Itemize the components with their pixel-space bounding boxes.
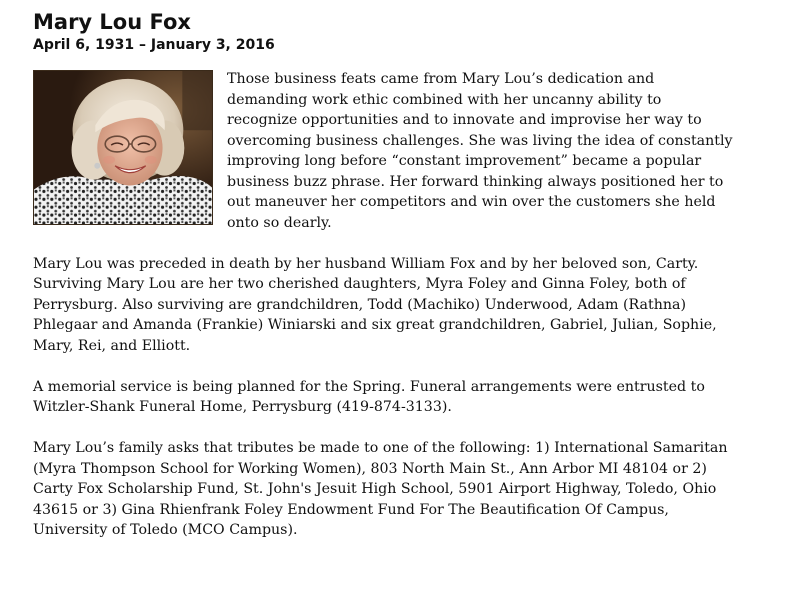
obituary-dates: April 6, 1931 – January 3, 2016 <box>33 37 275 53</box>
portrait-illustration <box>34 71 212 224</box>
obituary <box>33 10 733 561</box>
obituary-name: Mary Lou Fox <box>33 10 191 34</box>
obituary-paragraph: A memorial service is being planned for the Spring. Funeral arrangements were entrusted to Witzler-Shank Funeral Home, Perrysburg (419-874-3133). <box>33 378 705 415</box>
obituary-paragraph: Mary Lou’s family asks that tributes be made to one of the following: 1) International Samaritan (Myra Thompson School for Working Women), 803 North Main St., Ann Arbor MI 48104 or 2) Carty Fox Scholarship Fund, St. John's Jesuit High School, 5901 Airport Highway, Toledo, Ohio 43615 or 3) Gina Rhienfrank Foley Endowment Fund For The Beautification Of Campus, University of Toledo (MCO Campus). <box>33 440 728 538</box>
obituary-paragraph: Mary Lou was preceded in death by her husband William Fox and by her beloved son, Carty. Surviving Mary Lou are her two cherished daughters, Myra Foley and Ginna Foley, both of Perrysburg. Also surviving are grandchildren, Todd (Machiko) Underwood, Adam (Rathna) Phlegaar and Amanda (Frankie) Winiarski and six great grandchildren, Gabriel, Julian, Sophie, Mary, Rei, and Elliott. <box>33 255 717 354</box>
obituary-paragraph: Those business feats came from Mary Lou’s dedication and demanding work ethic combined with her uncanny ability to recognize opportunities and to innovate and improvise her way to overcoming business challenges. She was living the idea of constantly improving long before “constant improvement” became a popular business buzz phrase. Her forward thinking always positioned her to out maneuver her competitors and win over the customers she held onto so dearly. <box>227 71 733 231</box>
portrait-photo <box>33 70 213 225</box>
obituary-body <box>33 69 733 541</box>
